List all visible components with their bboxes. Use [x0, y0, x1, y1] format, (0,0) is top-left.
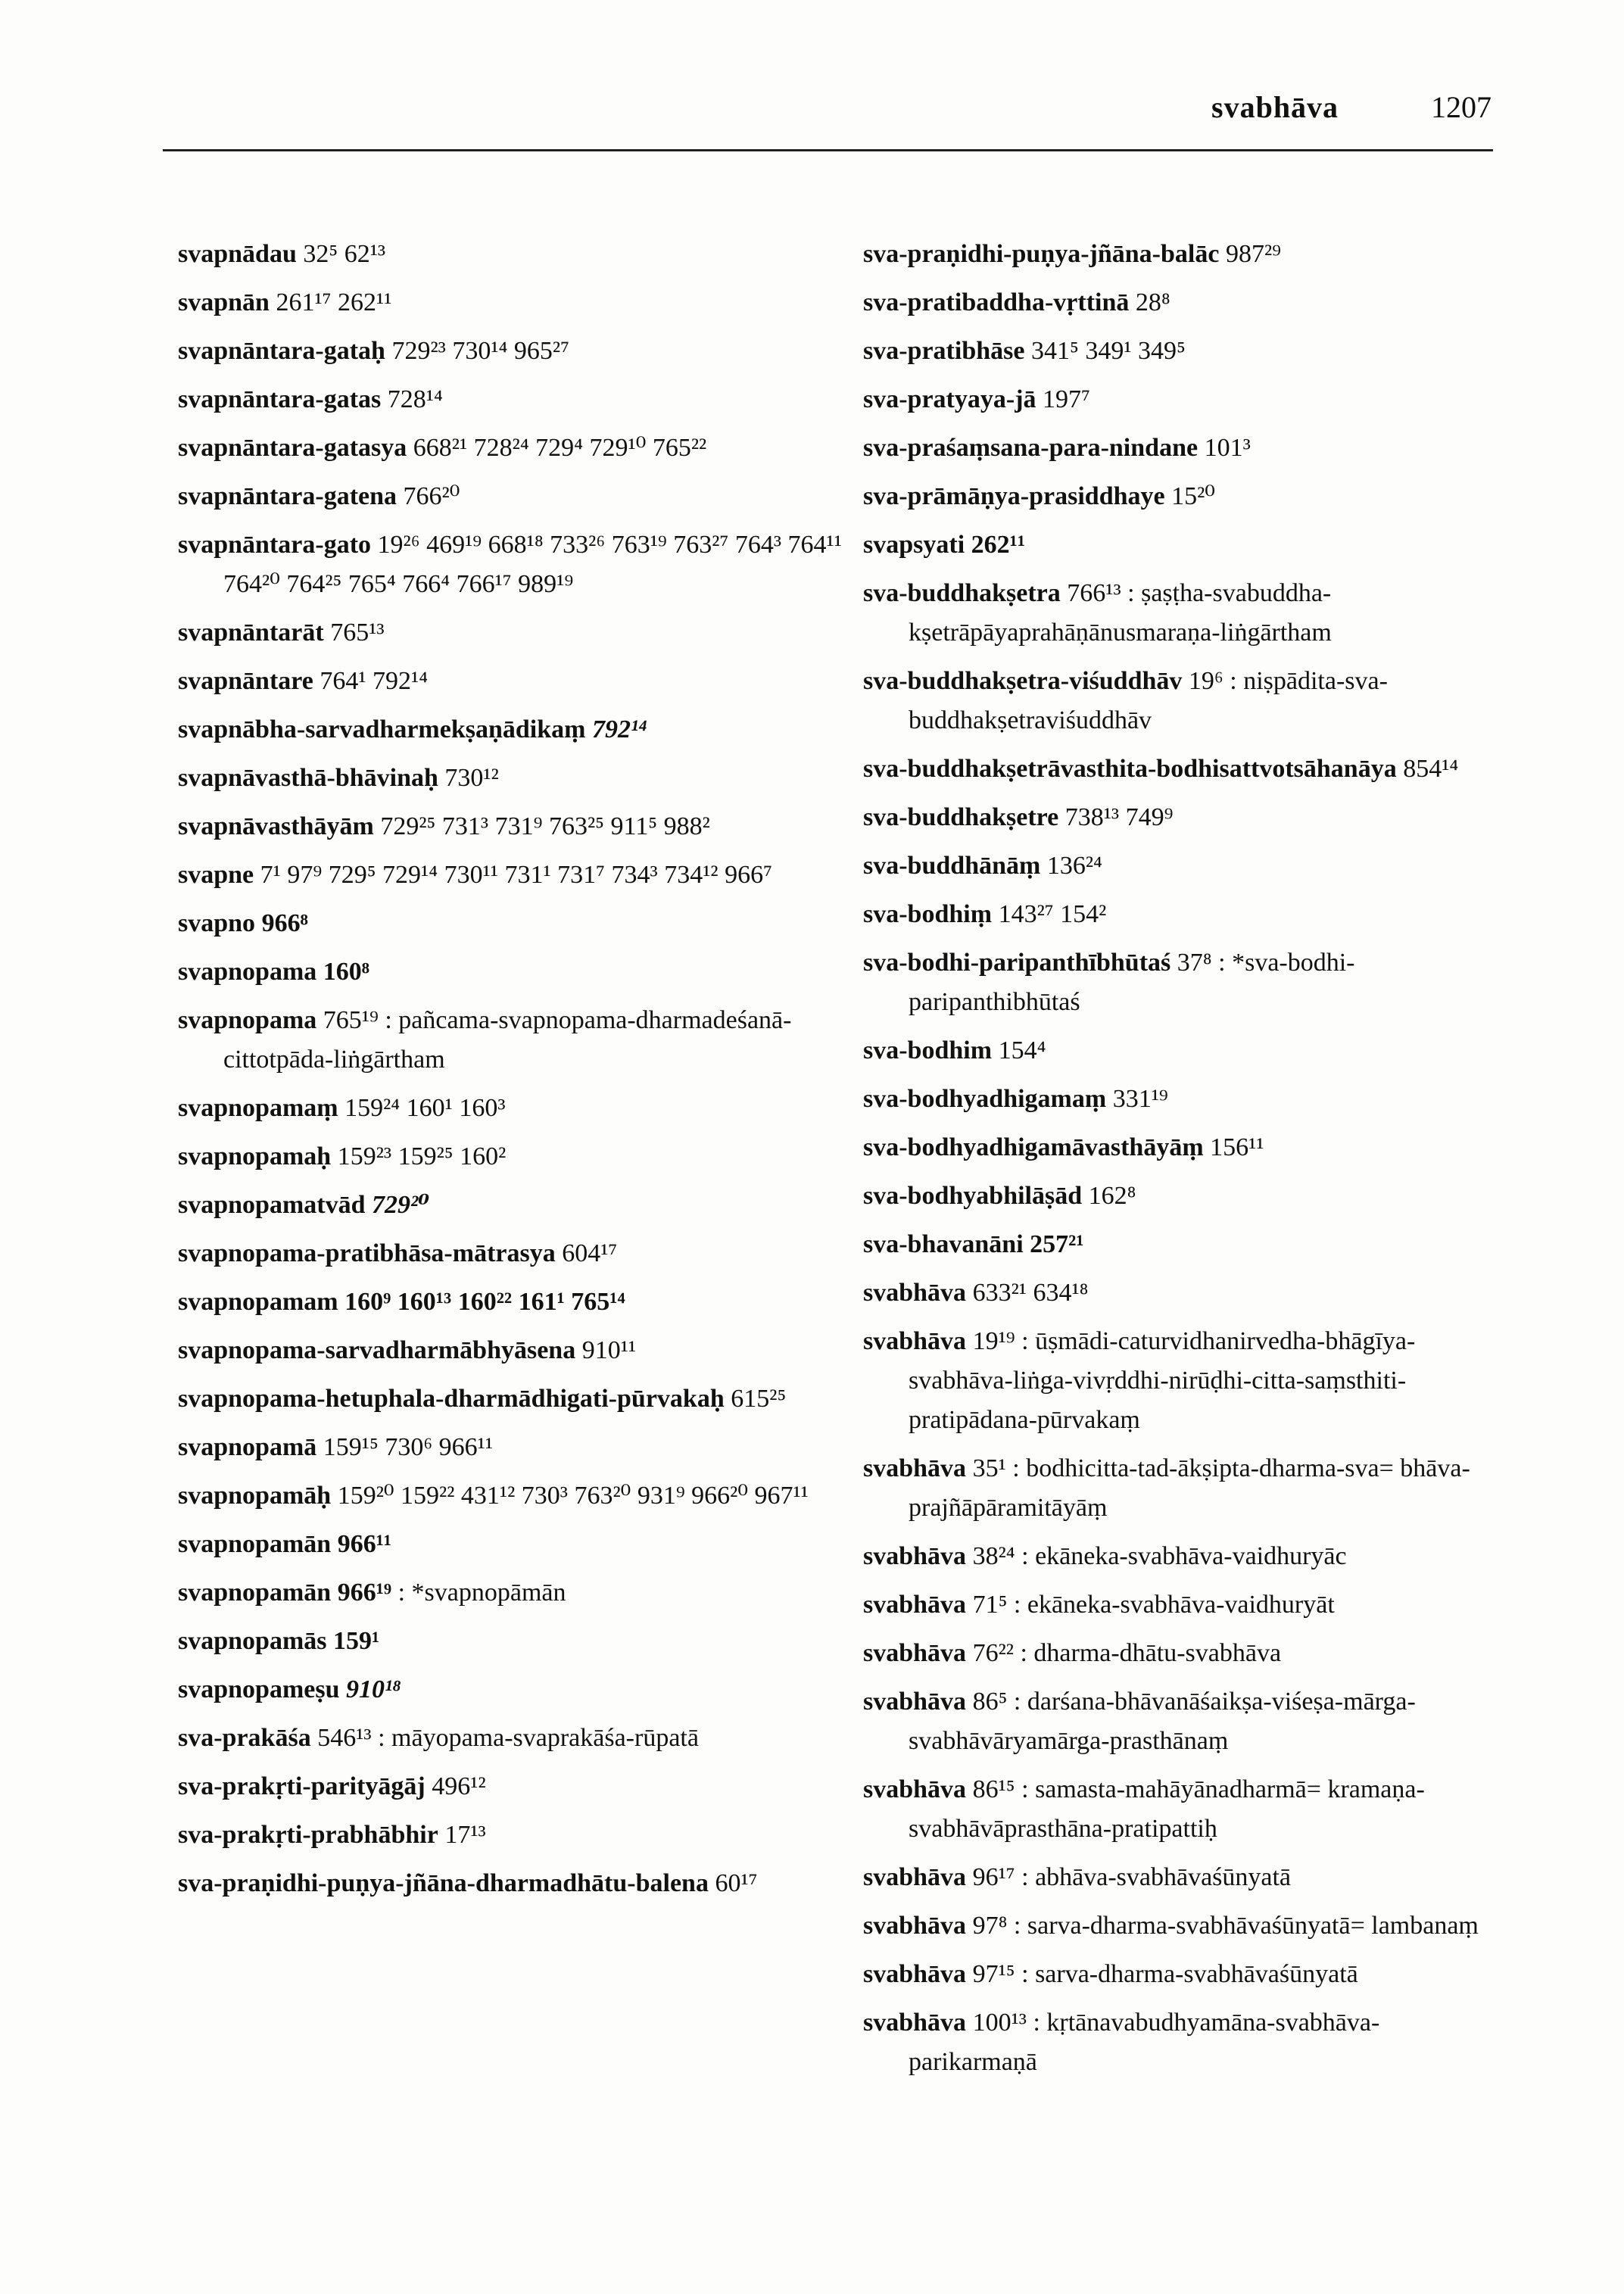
entry-gloss: pañcama-svapnopama-dharmadeśanā-cittotpāda-liṅgārtham	[223, 1006, 792, 1074]
index-entry	[178, 613, 844, 653]
index-entry	[863, 1080, 1499, 1119]
index-entry	[178, 952, 844, 992]
index-entry	[863, 332, 1499, 371]
entry-headword: svapnopamān	[178, 1530, 332, 1558]
entry-headword: svapnābha-sarvadharmekṣaṇādikaṃ	[178, 715, 586, 743]
entry-references: 257²¹	[1030, 1230, 1084, 1258]
entry-references: 262¹¹	[971, 531, 1026, 559]
entry-headword: sva-buddhānāṃ	[863, 852, 1041, 880]
entry-headword: svapnāntarāt	[178, 619, 324, 647]
entry-headword: svabhāva	[863, 2009, 967, 2037]
entry-headword: svabhāva	[863, 1279, 967, 1307]
entry-references: 35¹	[972, 1454, 1006, 1482]
entry-headword: svabhāva	[863, 1591, 967, 1619]
entry-headword: sva-pratibaddha-vṛttinā	[863, 288, 1130, 316]
entry-references: 37⁸	[1177, 949, 1212, 977]
index-entry: svabhāva 86⁵ : darśana-bhāvanāśaikṣa-viśeṣa-mārga-svabhāvāryamārga-prasthānaṃ	[863, 1688, 1416, 1755]
running-headword: svabhāva	[1211, 90, 1339, 124]
entry-headword: sva-praśaṃsana-para-nindane	[863, 434, 1199, 462]
index-entry	[863, 1273, 1499, 1313]
entry-gloss: sarva-dharma-svabhāvaśūnyatā= lambanaṃ	[1027, 1912, 1479, 1940]
entry-headword: sva-praṇidhi-puṇya-jñāna-dharmadhātu-balena	[178, 1869, 709, 1897]
index-entry: svabhāva 86¹⁵ : samasta-mahāyānadharmā= kramaṇa-svabhāvāprasthāna-pratipattiḥ	[863, 1775, 1425, 1843]
index-entry	[178, 1379, 844, 1419]
index-entry: sva-buddhakṣetra 766¹³ : ṣaṣṭha-svabuddha-kṣetrāpāyaprahāṇānusmaraṇa-liṅgārtham	[863, 579, 1332, 647]
index-entry	[178, 1331, 844, 1370]
index-entry	[863, 525, 1499, 565]
entry-gloss: ekāneka-svabhāva-vaidhuryāc	[1035, 1542, 1347, 1570]
entry-gloss: *svapnopāmān	[411, 1579, 566, 1607]
entry-references: 162⁸	[1088, 1182, 1136, 1210]
page-number: 1207	[1431, 90, 1492, 124]
index-entry	[178, 429, 844, 468]
entry-references: 97⁸	[972, 1912, 1008, 1940]
entry-headword: sva-praṇidhi-puṇya-jñāna-balāc	[863, 240, 1220, 268]
entry-headword: svabhāva	[863, 1912, 967, 1940]
index-entry: svabhāva 97¹⁵ : sarva-dharma-svabhāvaśūnyatā	[863, 1960, 1358, 1988]
running-header	[1211, 89, 1492, 135]
index-entry: svabhāva 100¹³ : kṛtānavabudhyamāna-svabhāva-parikarmaṇā	[863, 2009, 1380, 2076]
entry-headword: svapnopameṣu	[178, 1675, 340, 1703]
index-entry	[863, 750, 1499, 789]
entry-references: 136²⁴	[1046, 852, 1102, 880]
index-entry	[863, 798, 1499, 837]
index-entry	[178, 283, 844, 323]
entry-references: 96¹⁷	[972, 1863, 1015, 1891]
entry-references: 156¹¹	[1210, 1133, 1264, 1161]
entry-references: 76²²	[972, 1639, 1014, 1667]
entry-references: 546¹³	[317, 1724, 372, 1752]
entry-references: 15²⁰	[1171, 482, 1215, 510]
index-entry	[178, 710, 844, 750]
index-entry	[178, 1622, 844, 1661]
entry-headword: sva-bodhyabhilāṣād	[863, 1182, 1083, 1210]
index-entry	[863, 1031, 1499, 1071]
index-entry: sva-bodhi-paripanthībhūtaś 37⁸ : *sva-bodhi-paripanthibhūtaś	[863, 949, 1355, 1016]
entry-references: 60¹⁷	[715, 1869, 758, 1897]
entry-headword: sva-bodhim	[863, 1036, 993, 1064]
entry-references: 86⁵	[972, 1688, 1008, 1716]
entry-headword: sva-prakṛti-parityāgāj	[178, 1772, 425, 1800]
entry-gloss: *sva-bodhi-paripanthibhūtaś	[909, 949, 1355, 1016]
entry-headword: svapne	[178, 861, 254, 889]
entry-references: 728¹⁴	[387, 385, 443, 413]
entry-headword: svapnāntara-gato	[178, 531, 372, 559]
entry-references: 261¹⁷ 262¹¹	[276, 288, 392, 316]
entry-references: 17¹³	[444, 1821, 486, 1849]
entry-headword: svapsyati	[863, 531, 965, 559]
entry-gloss: ekāneka-svabhāva-vaidhuryāt	[1027, 1591, 1335, 1619]
index-entry	[178, 1283, 844, 1322]
index-entry	[863, 1128, 1499, 1167]
entry-references: 19²⁶ 469¹⁹ 668¹⁸ 733²⁶ 763¹⁹ 763²⁷ 764³ 764¹¹ 764²⁰ 764²⁵ 765⁴ 766⁴ 766¹⁷ 989¹⁹	[223, 531, 842, 598]
entry-references: 765¹⁹	[323, 1006, 379, 1034]
entry-references: 71⁵	[972, 1591, 1008, 1619]
entry-gloss: māyopama-svaprakāśa-rūpatā	[391, 1724, 699, 1752]
index-entry	[178, 1767, 844, 1806]
index-entry: svabhāva 19¹⁹ : ūṣmādi-caturvidhanirvedha-bhāgīya-svabhāva-liṅga-vivṛddhi-nirūḍhi-citta-saṃsthiti-pratipādana-pūrvakaṃ	[863, 1327, 1416, 1434]
entry-references: 966¹¹	[337, 1530, 392, 1558]
entry-references: 159¹⁵ 730⁶ 966¹¹	[323, 1433, 494, 1461]
index-entry	[178, 380, 844, 419]
entry-headword: svapnān	[178, 288, 270, 316]
entry-references: 729²³ 730¹⁴ 965²⁷	[391, 337, 569, 365]
entry-headword: svabhāva	[863, 1542, 967, 1570]
index-entry	[178, 1476, 844, 1516]
entry-references: 496¹²	[432, 1772, 486, 1800]
index-entry	[178, 662, 844, 701]
entry-references: 766²⁰	[403, 482, 460, 510]
index-entry: svapnopama 765¹⁹ : pañcama-svapnopama-dharmadeśanā-cittotpāda-liṅgārtham	[178, 1006, 792, 1074]
entry-references: 101³	[1204, 434, 1251, 462]
index-entry	[178, 1137, 844, 1177]
index-entry	[178, 1864, 844, 1903]
entry-headword: sva-buddhakṣetrāvasthita-bodhisattvotsāhanāya	[863, 755, 1397, 783]
index-entry	[178, 332, 844, 371]
entry-references: 604¹⁷	[562, 1239, 618, 1267]
entry-references: 766¹³	[1067, 579, 1121, 607]
right-column	[863, 235, 1499, 2091]
entry-headword: svapnāntara-gataḥ	[178, 337, 385, 365]
entry-references: 7¹ 97⁹ 729⁵ 729¹⁴ 730¹¹ 731¹ 731⁷ 734³ 734¹² 966⁷	[260, 861, 772, 889]
entry-headword: svapnopama-sarvadharmābhyāsena	[178, 1336, 576, 1364]
index-entry	[863, 429, 1499, 468]
left-column	[178, 235, 844, 1912]
entry-headword: sva-bodhi-paripanthībhūtaś	[863, 949, 1171, 977]
index-entry	[863, 895, 1499, 934]
entry-gloss: dharma-dhātu-svabhāva	[1033, 1639, 1282, 1667]
entry-references: 966¹⁹	[337, 1579, 392, 1607]
entry-references: 730¹²	[444, 764, 499, 792]
entry-headword: sva-pratibhāse	[863, 337, 1025, 365]
entry-headword: sva-prāmāṇya-prasiddhaye	[863, 482, 1165, 510]
index-entry: svabhāva 38²⁴ : ekāneka-svabhāva-vaidhuryāc	[863, 1542, 1347, 1570]
index-entry	[178, 904, 844, 943]
entry-references: 729²⁵ 731³ 731⁹ 763²⁵ 911⁵ 988²	[380, 812, 710, 840]
entry-headword: sva-bhavanāni	[863, 1230, 1024, 1258]
entry-references: 987²⁹	[1225, 240, 1282, 268]
index-entry	[178, 856, 844, 895]
entry-references: 19¹⁹	[972, 1327, 1015, 1355]
entry-references: 331¹⁹	[1112, 1085, 1168, 1113]
entry-references: 19⁶	[1188, 667, 1223, 695]
entry-references: 341⁵ 349¹ 349⁵	[1030, 337, 1186, 365]
entry-headword: svapnopamam	[178, 1288, 338, 1316]
entry-gloss: abhāva-svabhāvaśūnyatā	[1035, 1863, 1292, 1891]
entry-references: 159¹	[333, 1627, 380, 1655]
index-entry	[178, 525, 844, 604]
entry-headword: sva-bodhyadhigamāvasthāyāṃ	[863, 1133, 1204, 1161]
entry-headword: svapnāntara-gatasya	[178, 434, 407, 462]
entry-references: 197⁷	[1043, 385, 1090, 413]
entry-references: 738¹³ 749⁹	[1064, 803, 1174, 831]
entry-headword: svapnopama-pratibhāsa-mātrasya	[178, 1239, 556, 1267]
entry-headword: svapnopamāḥ	[178, 1482, 332, 1510]
entry-headword: sva-bodhiṃ	[863, 900, 993, 928]
index-entry	[178, 1089, 844, 1128]
entry-references: 966⁸	[261, 909, 308, 937]
entry-references: 792¹⁴	[591, 715, 647, 743]
header-rule	[163, 149, 1493, 151]
entry-headword: svapnopamān	[178, 1579, 332, 1607]
index-entry: svabhāva 71⁵ : ekāneka-svabhāva-vaidhuryāt	[863, 1591, 1335, 1619]
index-entry	[863, 235, 1499, 274]
entry-headword: svabhāva	[863, 1639, 967, 1667]
index-entry: svabhāva 97⁸ : sarva-dharma-svabhāvaśūnyatā= lambanaṃ	[863, 1912, 1479, 1940]
entry-headword: sva-buddhakṣetra	[863, 579, 1061, 607]
entry-headword: sva-buddhakṣetre	[863, 803, 1059, 831]
entry-headword: svapnādau	[178, 240, 297, 268]
entry-references: 764¹ 792¹⁴	[320, 667, 429, 695]
entry-headword: svapnopamā	[178, 1433, 317, 1461]
entry-gloss: ṣaṣṭha-svabuddha-kṣetrāpāyaprahāṇānusmaraṇa-liṅgārtham	[909, 579, 1332, 647]
entry-headword: svabhāva	[863, 1775, 967, 1803]
entry-gloss: samasta-mahāyānadharmā= kramaṇa-svabhāvāprasthāna-pratipattiḥ	[909, 1775, 1425, 1843]
entry-headword: svapnāntara-gatena	[178, 482, 397, 510]
entry-headword: svapnopama	[178, 1006, 317, 1034]
entry-references: 143²⁷ 154²	[998, 900, 1107, 928]
entry-gloss: ūṣmādi-caturvidhanirvedha-bhāgīya-svabhāva-liṅga-vivṛddhi-nirūḍhi-citta-saṃsthiti-pratipādana-pūrvakaṃ	[909, 1327, 1416, 1434]
entry-gloss: niṣpādita-sva-buddhakṣetraviśuddhāv	[909, 667, 1388, 734]
entry-gloss: sarva-dharma-svabhāvaśūnyatā	[1035, 1960, 1358, 1988]
index-entry: svabhāva 76²² : dharma-dhātu-svabhāva	[863, 1639, 1282, 1667]
index-entry: svabhāva 96¹⁷ : abhāva-svabhāvaśūnyatā	[863, 1863, 1292, 1891]
entry-references: 38²⁴	[972, 1542, 1015, 1570]
entry-references: 154⁴	[998, 1036, 1046, 1064]
entry-references: 910¹¹	[581, 1336, 637, 1364]
entry-headword: svapnopama	[178, 958, 317, 986]
index-entry	[178, 477, 844, 516]
entry-references: 668²¹ 728²⁴ 729⁴ 729¹⁰ 765²²	[413, 434, 707, 462]
entry-references: 100¹³	[972, 2009, 1027, 2037]
entry-headword: svapnāntara-gatas	[178, 385, 382, 413]
entry-references: 615²⁵	[731, 1385, 787, 1413]
entry-gloss: darśana-bhāvanāśaikṣa-viśeṣa-mārga-svabhāvāryamārga-prasthānaṃ	[909, 1688, 1416, 1755]
entry-headword: svapnopama-hetuphala-dharmādhigati-pūrvakaḥ	[178, 1385, 725, 1413]
index-entry	[178, 759, 844, 798]
entry-references: 633²¹ 634¹⁸	[972, 1279, 1089, 1307]
index-entry	[178, 1816, 844, 1855]
entry-references: 160⁹ 160¹³ 160²² 161¹ 765¹⁴	[344, 1288, 625, 1316]
index-entry	[863, 1177, 1499, 1216]
entry-headword: svapnopamaḥ	[178, 1142, 332, 1170]
entry-headword: sva-prakāśa	[178, 1724, 311, 1752]
index-entry	[863, 283, 1499, 323]
entry-references: 160⁸	[323, 958, 369, 986]
index-entry	[178, 1428, 844, 1467]
index-entry	[863, 477, 1499, 516]
entry-references: 854¹⁴	[1403, 755, 1459, 783]
entry-references: 86¹⁵	[972, 1775, 1015, 1803]
entry-headword: svapno	[178, 909, 256, 937]
entry-headword: svapnāntare	[178, 667, 313, 695]
index-entry	[178, 235, 844, 274]
entry-references: 159²³ 159²⁵ 160²	[337, 1142, 507, 1170]
index-entry	[863, 846, 1499, 886]
index-entry: sva-prakāśa 546¹³ : māyopama-svaprakāśa-rūpatā	[178, 1724, 699, 1752]
entry-headword: svabhāva	[863, 1454, 967, 1482]
entry-references: 28⁸	[1135, 288, 1170, 316]
entry-headword: sva-prakṛti-prabhābhir	[178, 1821, 438, 1849]
entry-references: 910¹⁸	[346, 1675, 402, 1703]
entry-gloss: bodhicitta-tad-ākṣipta-dharma-sva= bhāva-prajñāpāramitāyāṃ	[909, 1454, 1470, 1522]
entry-headword: svabhāva	[863, 1960, 967, 1988]
index-entry	[178, 1670, 844, 1710]
entry-references: 729²⁰	[372, 1191, 430, 1219]
entry-references: 765¹³	[330, 619, 385, 647]
entry-headword: sva-buddhakṣetra-viśuddhāv	[863, 667, 1183, 695]
entry-headword: sva-pratyaya-jā	[863, 385, 1036, 413]
index-entry	[178, 1525, 844, 1564]
entry-references: 159²⁰ 159²² 431¹² 730³ 763²⁰ 931⁹ 966²⁰ 967¹¹	[337, 1482, 809, 1510]
entry-gloss: kṛtānavabudhyamāna-svabhāva-parikarmaṇā	[909, 2009, 1380, 2076]
entry-headword: svapnopamās	[178, 1627, 327, 1655]
index-entry	[178, 1186, 844, 1225]
entry-headword: svapnopamaṃ	[178, 1094, 338, 1122]
entry-references: 32⁵ 62¹³	[303, 240, 386, 268]
entry-headword: sva-bodhyadhigamaṃ	[863, 1085, 1107, 1113]
index-entry	[863, 380, 1499, 419]
entry-headword: svapnopamatvād	[178, 1191, 366, 1219]
entry-headword: svabhāva	[863, 1327, 967, 1355]
entry-headword: svabhāva	[863, 1863, 967, 1891]
index-entry	[178, 807, 844, 846]
entry-headword: svapnāvasthā-bhāvinaḥ	[178, 764, 438, 792]
entry-headword: svapnāvasthāyām	[178, 812, 374, 840]
entry-references: 97¹⁵	[972, 1960, 1015, 1988]
entry-headword: svabhāva	[863, 1688, 967, 1716]
index-entry: sva-buddhakṣetra-viśuddhāv 19⁶ : niṣpādita-sva-buddhakṣetraviśuddhāv	[863, 667, 1388, 734]
index-entry: svapnopamān 966¹⁹ : *svapnopāmān	[178, 1579, 566, 1607]
entry-references: 159²⁴ 160¹ 160³	[344, 1094, 506, 1122]
index-entry	[863, 1225, 1499, 1264]
index-entry	[178, 1234, 844, 1273]
index-entry: svabhāva 35¹ : bodhicitta-tad-ākṣipta-dharma-sva= bhāva-prajñāpāramitāyāṃ	[863, 1454, 1470, 1522]
